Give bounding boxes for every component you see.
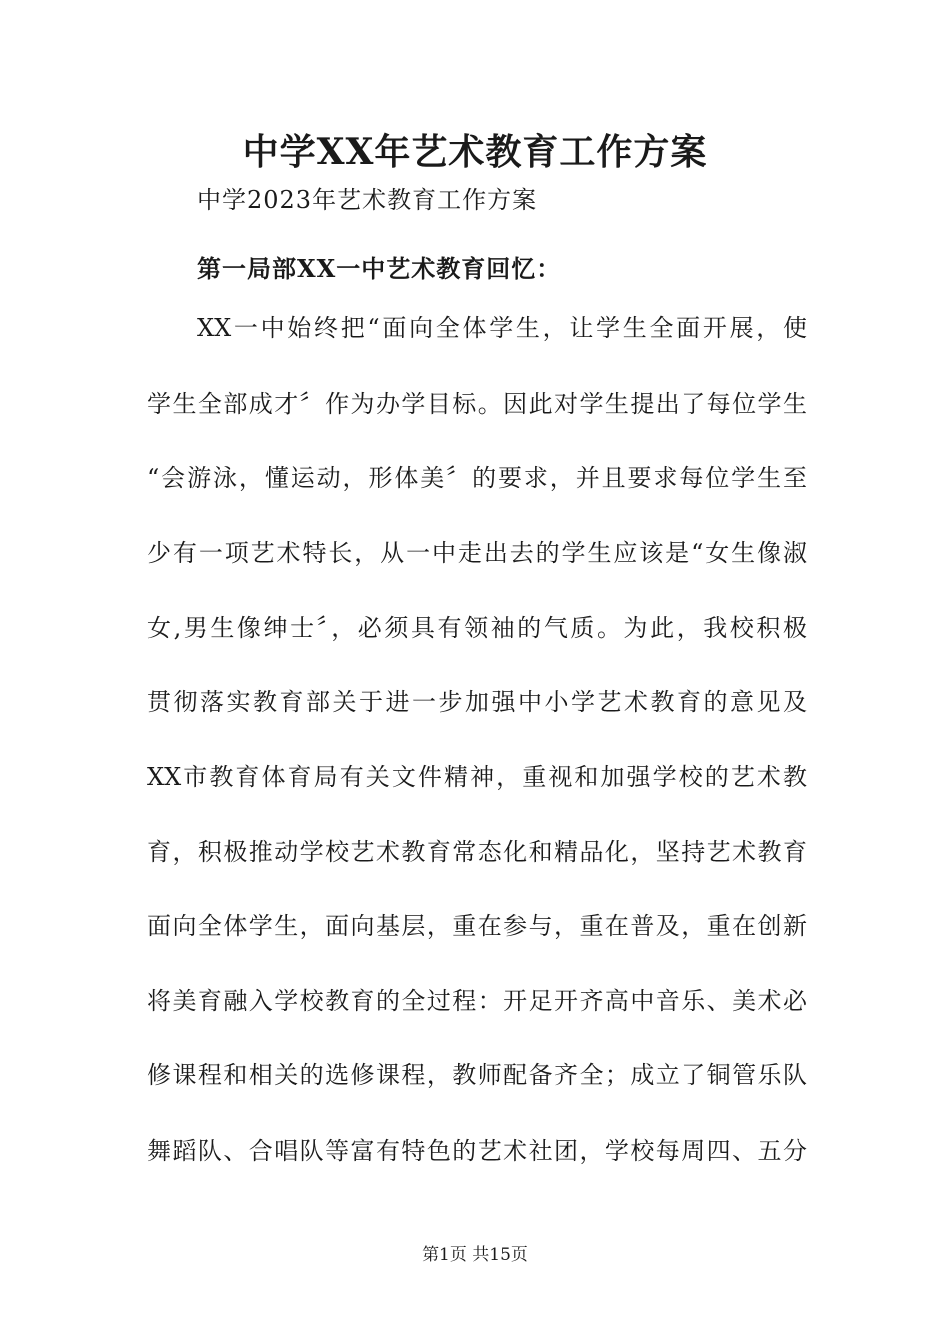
paragraph-line: 女,男生像绅士〞，必须具有领袖的气质。为此，我校积极 xyxy=(147,614,807,642)
document-title: 中学XX年艺术教育工作方案 xyxy=(242,131,708,173)
document-subtitle: 中学2023年艺术教育工作方案 xyxy=(197,186,538,214)
paragraph-line: 修课程和相关的选修课程，教师配备齐全；成立了铜管乐队 xyxy=(147,1061,807,1089)
paragraph-line: XX一中始终把“面向全体学生，让学生全面开展，使 xyxy=(197,314,807,342)
paragraph-line: 贯彻落实教育部关于进一步加强中小学艺术教育的意见及 xyxy=(147,688,807,716)
paragraph-line: 少有一项艺术特长，从一中走出去的学生应该是“女生像淑 xyxy=(147,539,807,567)
paragraph-line: 将美育融入学校教育的全过程：开足开齐高中音乐、美术必 xyxy=(147,987,807,1015)
paragraph-line: 舞蹈队、合唱队等富有特色的艺术社团，学校每周四、五分 xyxy=(147,1137,807,1165)
paragraph-line: 学生全部成才〞作为办学目标。因此对学生提出了每位学生 xyxy=(147,390,807,418)
paragraph-line: XX市教育体育局有关文件精神，重视和加强学校的艺术教 xyxy=(147,763,807,791)
paragraph-line: 面向全体学生，面向基层，重在参与，重在普及，重在创新 xyxy=(147,912,807,940)
page-number-footer: 第1页 共15页 xyxy=(422,1245,528,1265)
paragraph-line: 育，积极推动学校艺术教育常态化和精品化，坚持艺术教育 xyxy=(147,838,807,866)
paragraph-line: “会游泳，懂运动，形体美〞的要求，并且要求每位学生至 xyxy=(147,464,807,492)
section-heading: 第一局部XX一中艺术教育回忆： xyxy=(197,254,562,283)
